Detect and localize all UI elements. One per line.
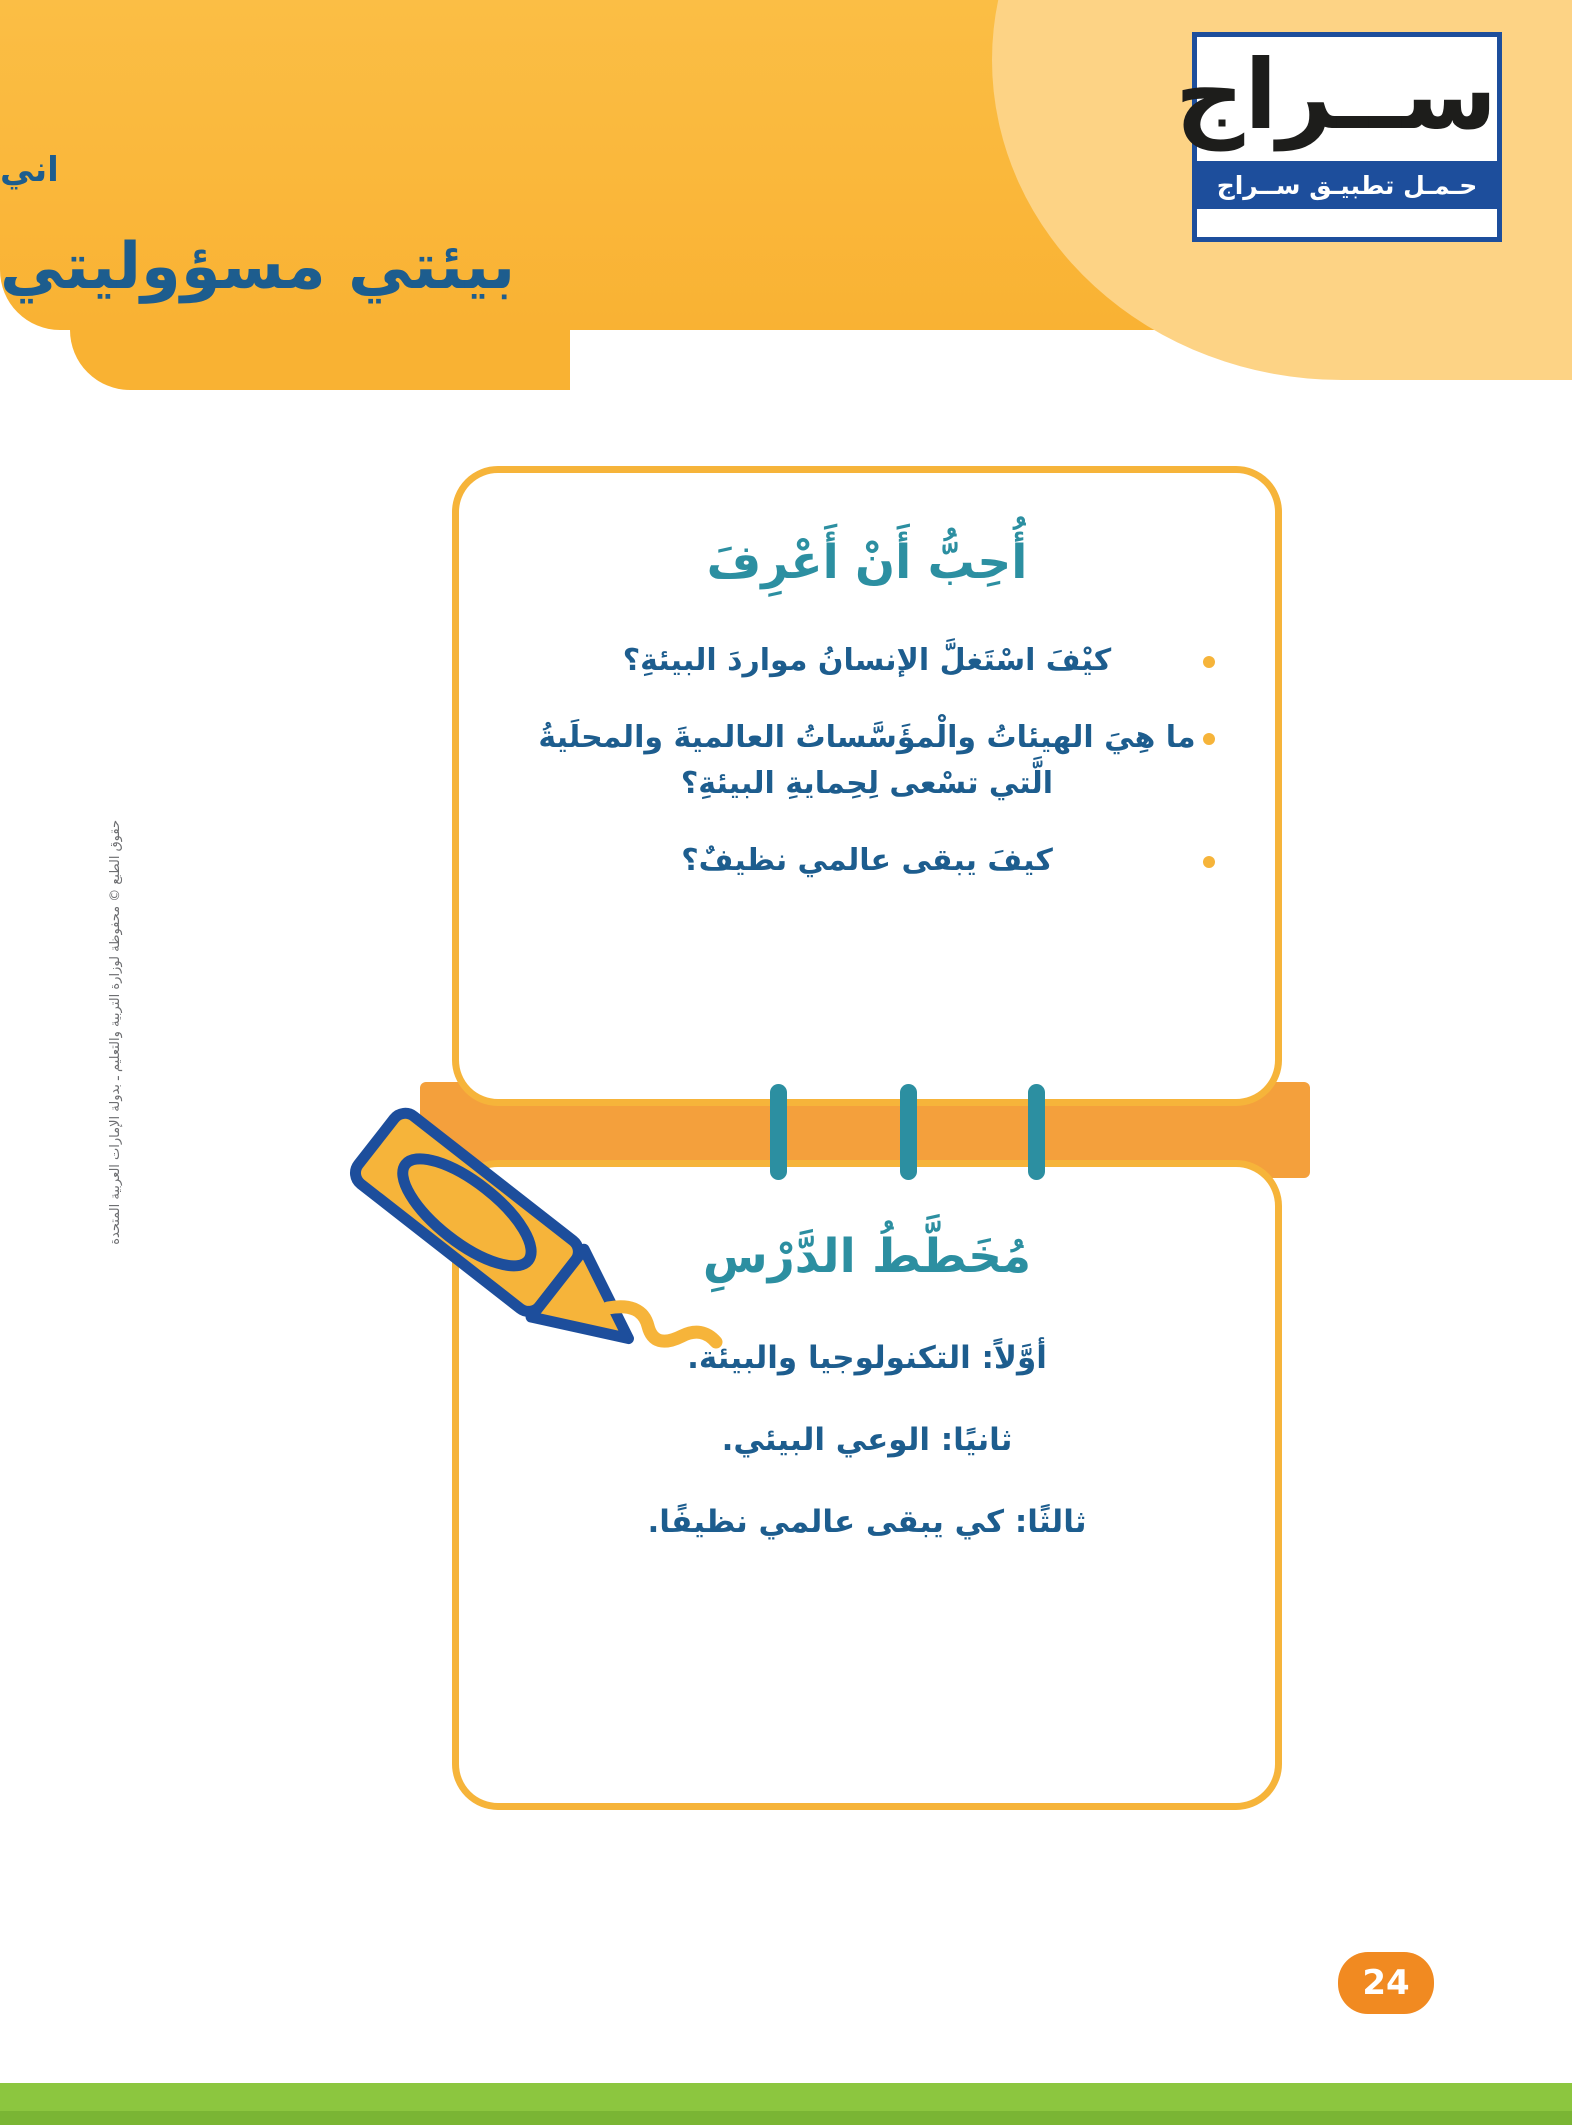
- siraj-logo: [1175, 32, 1502, 242]
- list-item: [519, 838, 1215, 885]
- card-plan-title: مُخَطَّطُ الدَّرْسِ: [702, 1229, 1032, 1284]
- unit-label: اني: [0, 150, 59, 190]
- list-item-text: ما هِيَ الهيئاتُ والْمؤَسَّساتُ العالميةَ والمحلَيةُ الَّتي تسْعى لِحِمايةِ البيئةِ؟: [538, 719, 1196, 801]
- footer-bar-accent: [0, 2111, 1572, 2125]
- copyright-credit: حقوق الطبع © محفوظة لوزارة التربية والتعليم ـ بدولة الإمارات العربية المتحدة: [108, 820, 123, 1245]
- pencil-icon: [310, 1100, 730, 1400]
- card-i-like-to-know: [452, 466, 1282, 1106]
- list-item: [519, 715, 1215, 808]
- bullet-dot-icon: [1203, 656, 1215, 668]
- page-number-badge: 24: [1338, 1952, 1434, 2014]
- page-title: بيئتي مسؤوليتي: [0, 230, 516, 304]
- siraj-app-download-banner: حـمـل تطبيـق ســراج: [1197, 161, 1497, 209]
- header-tail-shape: [70, 330, 570, 390]
- list-item: ثالثًا: كي يبقى عالمي نظيفًا.: [647, 1504, 1087, 1540]
- siraj-logo-wordmark: ســراج: [1175, 39, 1497, 151]
- bullet-dot-icon: [1203, 733, 1215, 745]
- list-item: [519, 638, 1215, 685]
- bullet-dot-icon: [1203, 856, 1215, 868]
- card-know-list: [519, 638, 1215, 884]
- footer-bar: [0, 2083, 1572, 2125]
- list-item: ثانيًا: الوعي البيئي.: [721, 1422, 1013, 1458]
- list-item: أوَّلاً: التكنولوجيا والبيئة.: [687, 1340, 1047, 1376]
- card-know-title: أُحِبُّ أَنْ أَعْرِفَ: [706, 535, 1028, 590]
- list-item-text: كيفَ يبقى عالمي نظيفٌ؟: [681, 842, 1053, 878]
- list-item-text: كيْفَ اسْتَغلَّ الإنسانُ مواردَ البيئةِ؟: [622, 643, 1112, 678]
